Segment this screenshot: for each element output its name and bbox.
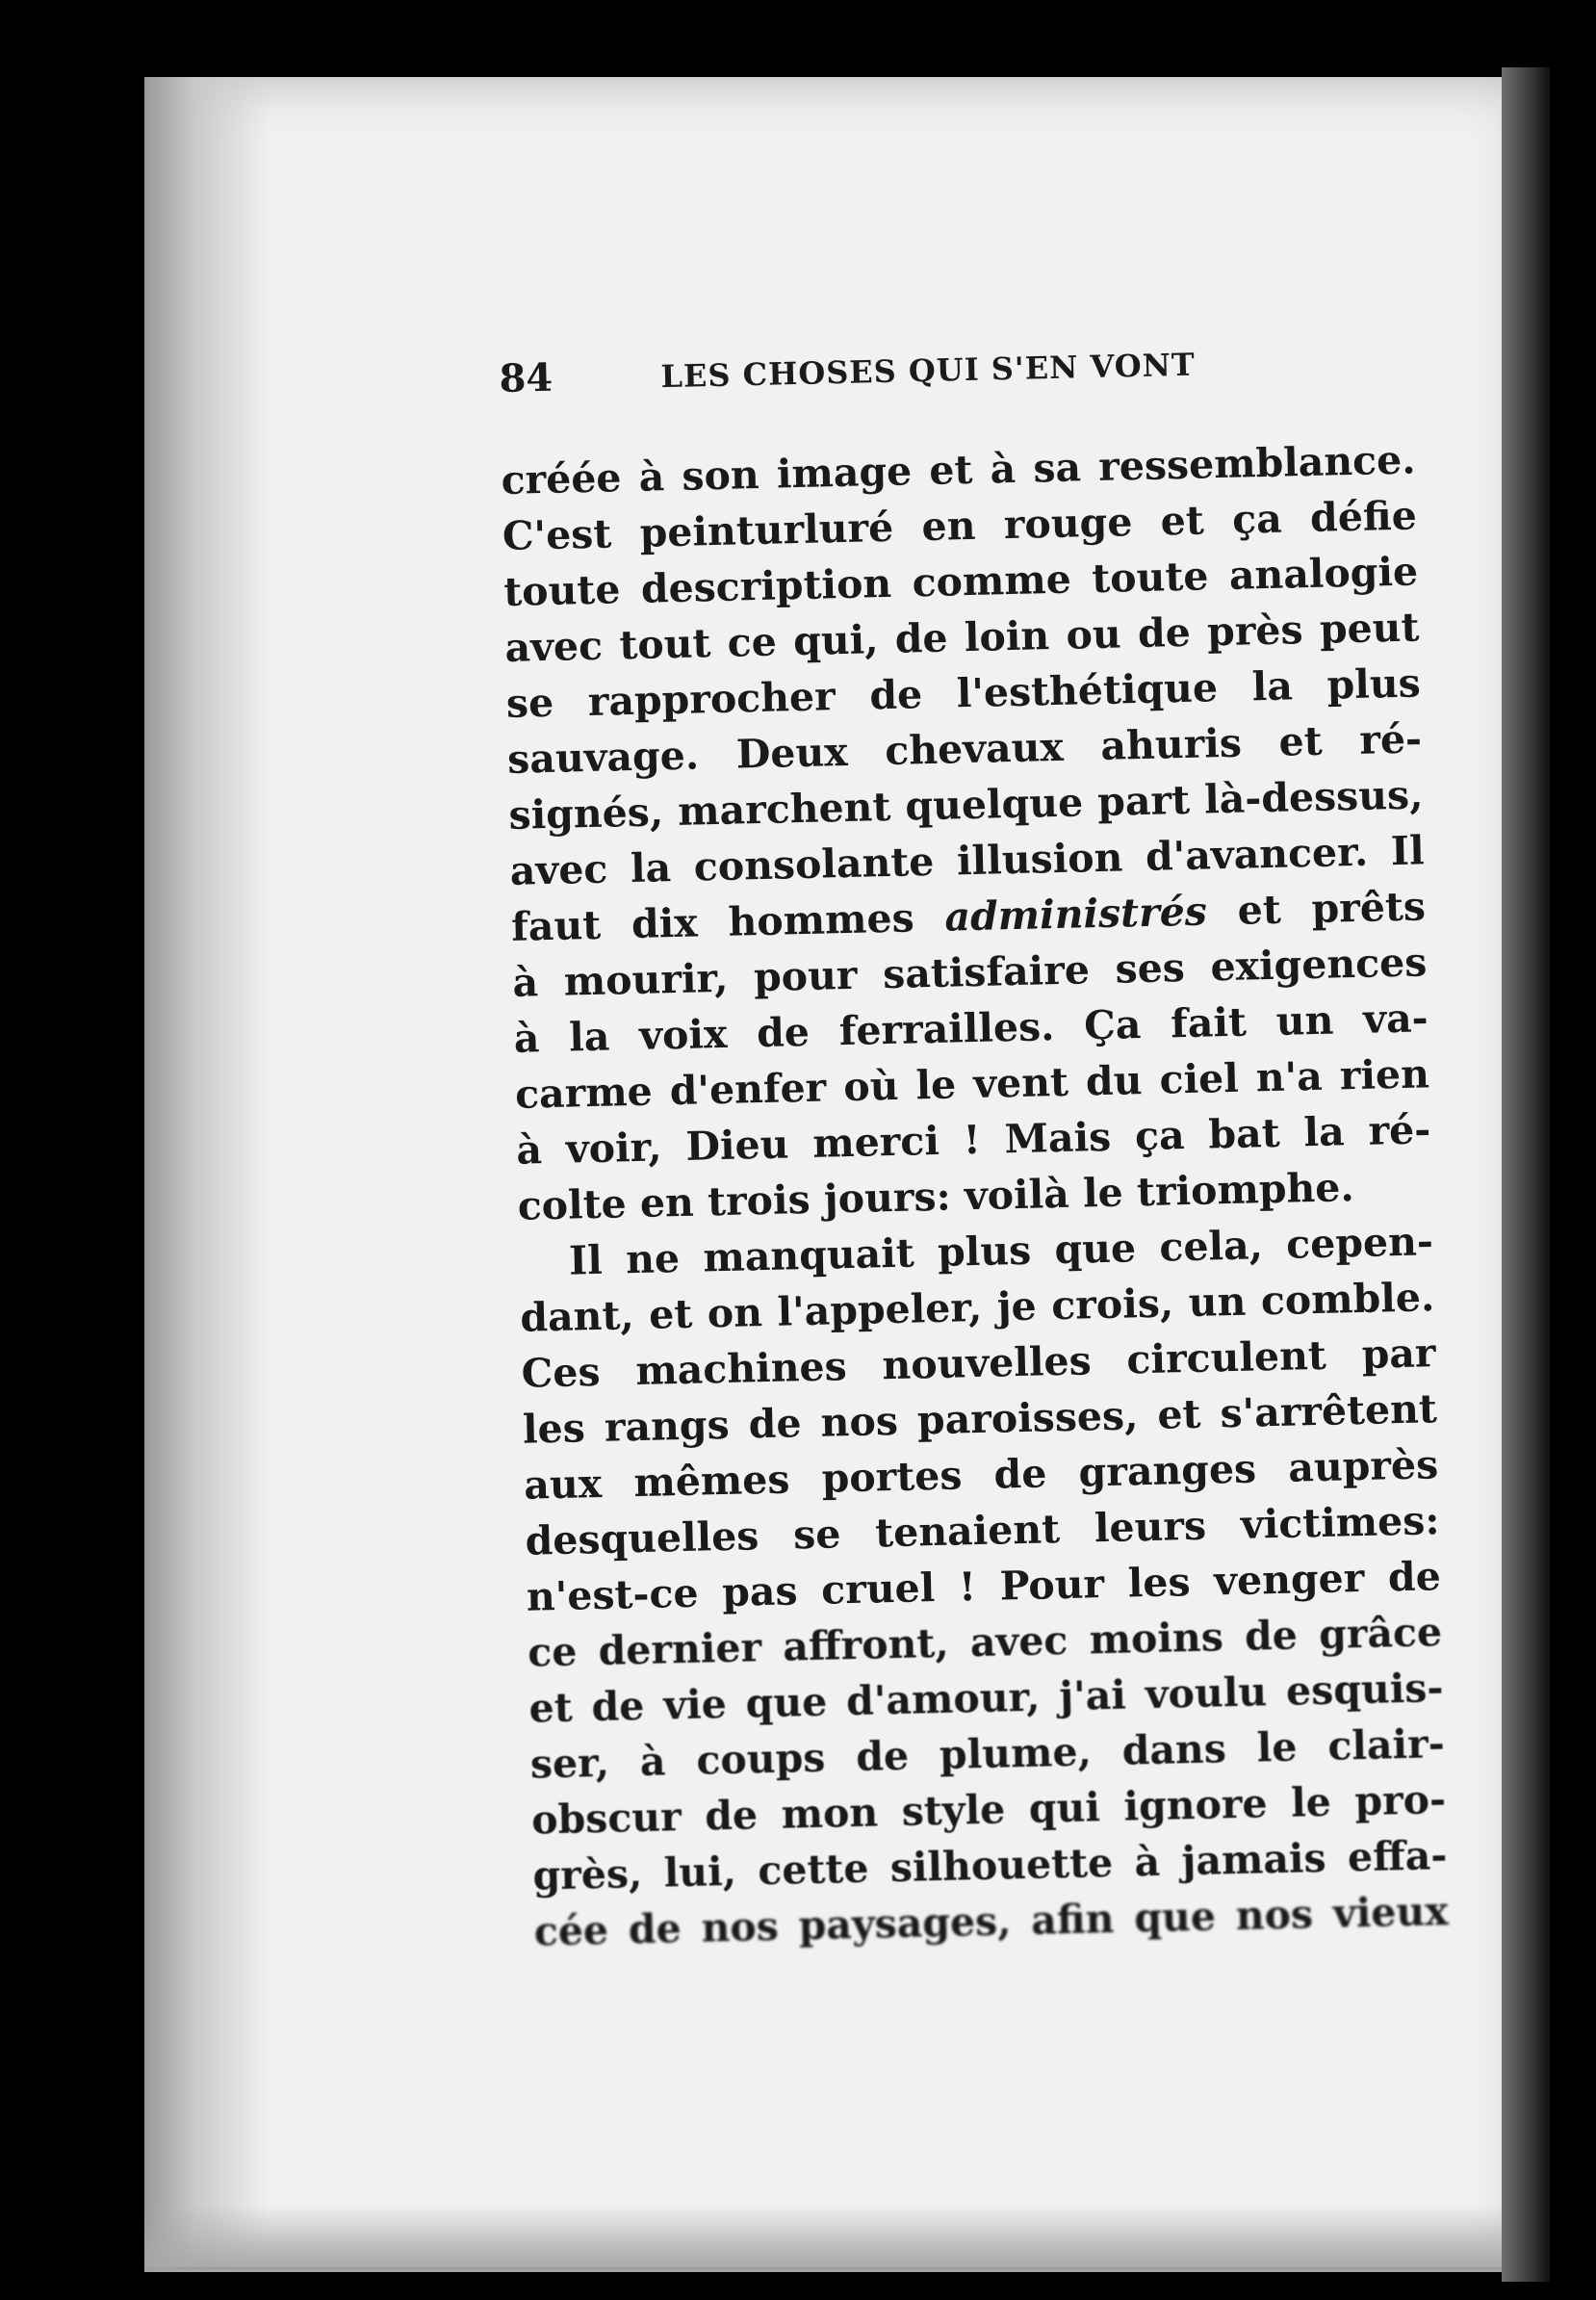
book-edge <box>1502 67 1550 2282</box>
text-run: faut dix hommes <box>510 893 946 950</box>
text-line: desquelles se tenaient leurs victimes: <box>525 1497 1440 1564</box>
text-line: dant, et on l'appeler, je crois, un comble. <box>519 1274 1435 1341</box>
text-line: Ces machines nouvelles circulent par <box>521 1330 1437 1397</box>
running-title: LES CHOSES QUI S'EN VONT <box>660 346 1197 396</box>
text-line: et de vie que d'amour, j'ai voulu esquis- <box>528 1665 1444 1732</box>
text-line: aux mêmes portes de granges auprès <box>523 1441 1439 1509</box>
text-line: à mourir, pour satisfaire ses exigences <box>511 939 1428 1006</box>
italic-word: administrés <box>943 888 1208 941</box>
text-line: cée de nos paysages, afin que nos vieux <box>533 1888 1450 1955</box>
text-line: se rapprocher de l'esthétique la plus <box>505 659 1422 727</box>
text-line: grès, lui, cette silhouette à jamais effa- <box>532 1832 1448 1899</box>
text-run: et prêts <box>1206 883 1427 935</box>
bottom-edge-shadow <box>144 2205 1531 2272</box>
text-line: ce dernier affront, avec moins de grâce <box>527 1609 1443 1676</box>
text-line: Il ne manquait plus que cela, cepen- <box>568 1218 1434 1284</box>
gutter-shadow <box>144 77 270 2267</box>
text-line: obscur de mon style qui ignore le pro- <box>530 1776 1447 1844</box>
text-line: avec tout ce qui, de loin ou de près peut <box>504 604 1420 671</box>
text-line: les rangs de nos paroisses, et s'arrêtent <box>522 1385 1438 1453</box>
text-line: à la voix de ferrailles. Ça fait un va- <box>513 995 1429 1062</box>
text-line: créée à son image et à sa ressemblance. <box>501 436 1416 504</box>
text-line: carme d'enfer où le vent du ciel n'a rien <box>514 1050 1430 1118</box>
text-line: C'est peinturluré en rouge et ça défie <box>502 492 1418 559</box>
body-text <box>501 431 1449 1959</box>
page-number: 84 <box>499 354 553 401</box>
text-line: signés, marchent quelque part là-dessus, <box>508 771 1424 839</box>
text-line: à voir, Dieu merci ! Mais ça bat la ré- <box>515 1106 1431 1174</box>
text-line: n'est-ce pas cruel ! Pour les venger de <box>526 1553 1442 1620</box>
text-line: avec la consolante illusion d'avancer. Il <box>509 827 1426 894</box>
text-line: colte en trois jours: voilà le triomphe. <box>517 1164 1355 1229</box>
text-line: toute description comme toute analogie <box>502 548 1419 615</box>
text-line: sauvage. Deux chevaux ahuris et ré- <box>506 715 1423 783</box>
text-line: ser, à coups de plume, dans le clair- <box>529 1720 1446 1788</box>
